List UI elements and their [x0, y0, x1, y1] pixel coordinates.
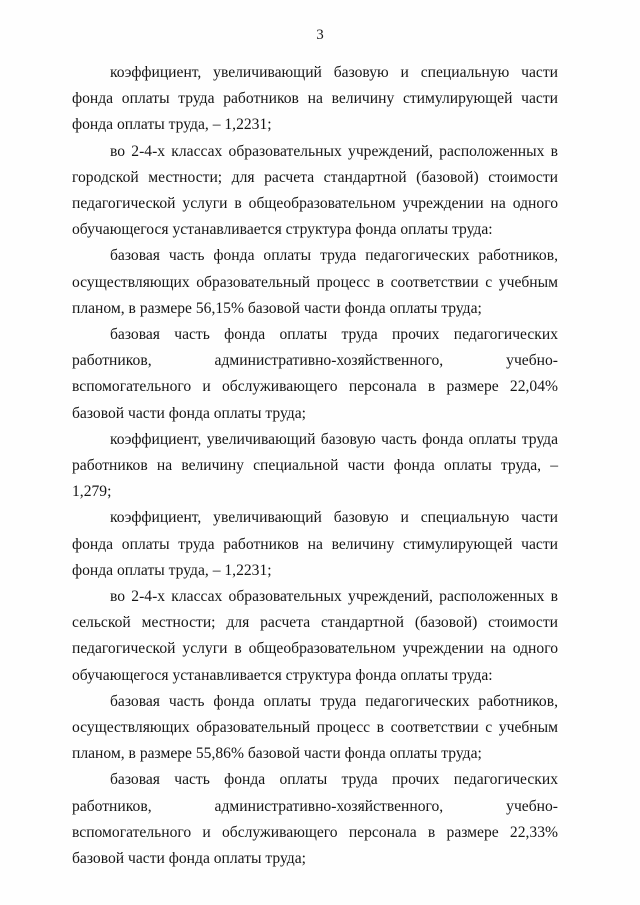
- paragraph-base-other-staff-rural: базовая часть фонда оплаты труда прочих педагогических работников, административно-хозяйственного, учебно-вспомогательного и обслуживающего персонала в размере 22,33% базовой части фонда оплаты труда;: [72, 771, 558, 868]
- paragraph-coefficient-special: коэффициент, увеличивающий базовую часть фонда оплаты труда работников на величину специальной части фонда оплаты труда, – 1,279;: [72, 430, 558, 501]
- document-body: [72, 60, 558, 872]
- page-number: 3: [316, 27, 324, 43]
- paragraph-coefficient-stimulating-2: коэффициент, увеличивающий базовую и специальную части фонда оплаты труда работников на величину стимулирующей части фонда оплаты труда, – 1,2231;: [72, 509, 558, 579]
- paragraph-coefficient-stimulating-1: коэффициент, увеличивающий базовую и специальную части фонда оплаты труда работников на величину стимулирующей части фонда оплаты труда, – 1,2231;: [72, 64, 558, 134]
- paragraph-base-pedagogical-urban: базовая часть фонда оплаты труда педагогических работников, осуществляющих образовательный процесс в соответствии с учебным планом, в размере 56,15% базовой части фонда оплаты труда;: [72, 247, 558, 317]
- paragraph-base-pedagogical-rural: базовая часть фонда оплаты труда педагогических работников, осуществляющих образовательный процесс в соответствии с учебным планом, в размере 55,86% базовой части фонда оплаты труда;: [72, 692, 558, 763]
- paragraph-grades-2-4-rural: во 2-4-х классах образовательных учреждений, расположенных в сельской местности; для расчета стандартной (базовой) стоимости педагогической услуги в общеобразовательном учреждении на одного обучающегося устанавливается структура фонда оплаты труда:: [72, 588, 558, 684]
- paragraph-base-other-staff-urban: базовая часть фонда оплаты труда прочих педагогических работников, административно-хозяйственного, учебно-вспомогательного и обслуживающего персонала в размере 22,04% базовой части фонда оплаты труда;: [72, 326, 558, 422]
- paragraph-grades-2-4-urban: во 2-4-х классах образовательных учреждений, расположенных в городской местности; для расчета стандартной (базовой) стоимости педагогической услуги в общеобразовательном учреждении на одного обучающегося устанавливается структура фонда оплаты труда:: [72, 142, 558, 239]
